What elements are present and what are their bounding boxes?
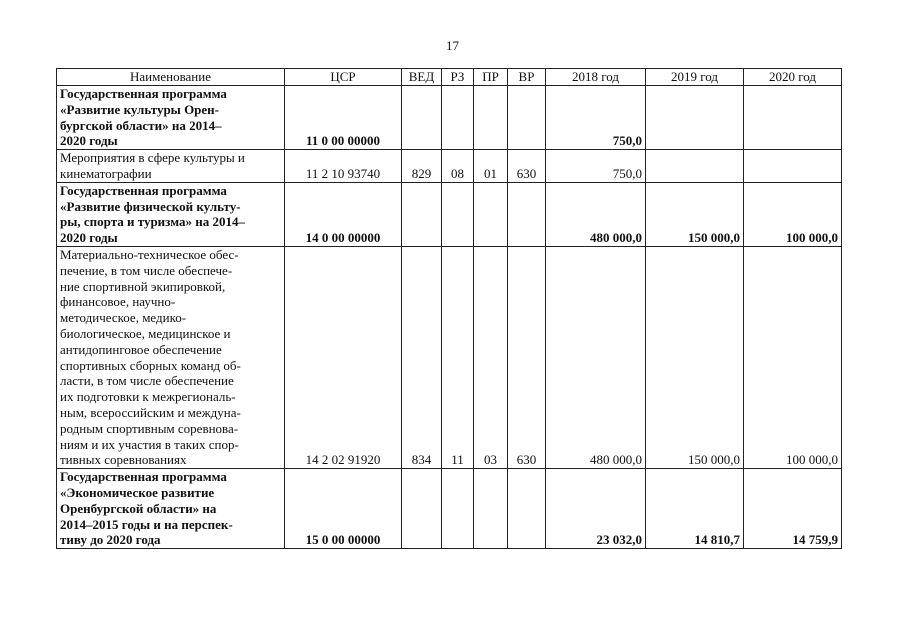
row-vr — [508, 182, 546, 246]
row-name: Государственная программа «Развитие физической культу- ры, спорта и туризма» на 2014– 2020 годы — [57, 182, 285, 246]
header-ved: ВЕД — [402, 69, 442, 86]
row-name: Материально-техническое обес- печение, в том числе обеспече- ние спортивной экипировкой, финансовое, научно- методическое, медико- биологическое, медицинское и антидопинговое обеспечение спортивных сборных команд об- ласти, в том числе обеспечение их подготовки к межрегиональ- ным, всероссийским и междуна- родным спортивным соревнова- ниям и их участия в таких спор- тивных соревнованиях — [57, 246, 285, 468]
row-2019 — [646, 150, 744, 183]
row-2020 — [744, 86, 842, 150]
row-2018: 480 000,0 — [546, 246, 646, 468]
row-ved: 834 — [402, 246, 442, 468]
header-2018: 2018 год — [546, 69, 646, 86]
row-2019: 14 810,7 — [646, 469, 744, 549]
row-vr — [508, 469, 546, 549]
row-2020: 14 759,9 — [744, 469, 842, 549]
row-2019: 150 000,0 — [646, 246, 744, 468]
row-2018: 750,0 — [546, 150, 646, 183]
row-pr: 01 — [474, 150, 508, 183]
header-csr: ЦСР — [285, 69, 402, 86]
row-pr: 03 — [474, 246, 508, 468]
table-row — [57, 246, 842, 468]
row-vr: 630 — [508, 150, 546, 183]
header-name: Наименование — [57, 69, 285, 86]
row-2018: 750,0 — [546, 86, 646, 150]
row-2018: 480 000,0 — [546, 182, 646, 246]
row-vr: 630 — [508, 246, 546, 468]
row-rz — [442, 86, 474, 150]
page-number: 17 — [446, 38, 459, 53]
row-name: Государственная программа «Экономическое развитие Оренбургской области» на 2014–2015 годы и на перспек- тиву до 2020 года — [57, 469, 285, 549]
row-name: Государственная программа «Развитие культуры Орен- бургской области» на 2014– 2020 годы — [57, 86, 285, 150]
header-rz: РЗ — [442, 69, 474, 86]
row-pr — [474, 86, 508, 150]
header-vr: ВР — [508, 69, 546, 86]
header-pr: ПР — [474, 69, 508, 86]
row-vr — [508, 86, 546, 150]
row-ved — [402, 182, 442, 246]
header-2020: 2020 год — [744, 69, 842, 86]
row-ved: 829 — [402, 150, 442, 183]
row-ved — [402, 469, 442, 549]
row-pr — [474, 469, 508, 549]
row-name: Мероприятия в сфере культуры и кинематографии — [57, 150, 285, 183]
row-ved — [402, 86, 442, 150]
row-csr: 14 2 02 91920 — [285, 246, 402, 468]
row-csr: 11 2 10 93740 — [285, 150, 402, 183]
row-2020: 100 000,0 — [744, 182, 842, 246]
row-rz — [442, 469, 474, 549]
table-header-row — [57, 69, 842, 86]
row-2020 — [744, 150, 842, 183]
table-row — [57, 86, 842, 150]
row-2018: 23 032,0 — [546, 469, 646, 549]
row-csr: 15 0 00 00000 — [285, 469, 402, 549]
table-row — [57, 150, 842, 183]
budget-table — [56, 68, 842, 549]
row-pr — [474, 182, 508, 246]
row-2019 — [646, 86, 744, 150]
row-2020: 100 000,0 — [744, 246, 842, 468]
row-rz: 11 — [442, 246, 474, 468]
row-rz: 08 — [442, 150, 474, 183]
table-row — [57, 469, 842, 549]
row-rz — [442, 182, 474, 246]
table-row — [57, 182, 842, 246]
row-csr: 11 0 00 00000 — [285, 86, 402, 150]
row-csr: 14 0 00 00000 — [285, 182, 402, 246]
row-2019: 150 000,0 — [646, 182, 744, 246]
header-2019: 2019 год — [646, 69, 744, 86]
